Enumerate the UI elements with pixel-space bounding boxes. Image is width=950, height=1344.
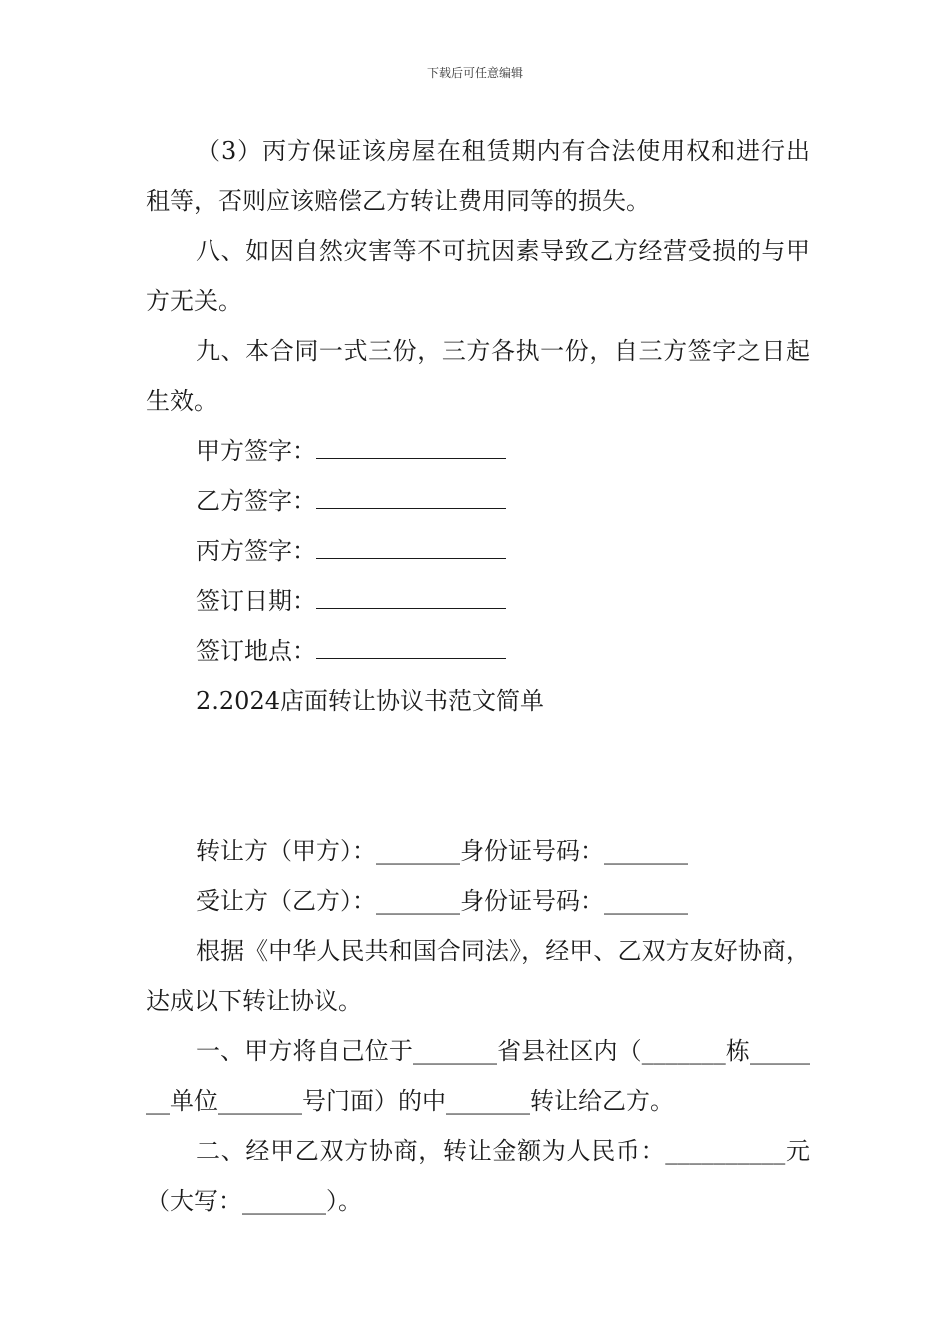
section-title: 2.2024店面转让协议书范文简单 bbox=[196, 687, 544, 715]
signature-blank[interactable] bbox=[316, 440, 506, 459]
signature-blank[interactable] bbox=[316, 490, 506, 509]
signature-line-place bbox=[146, 626, 810, 676]
signature-label: 签订日期： bbox=[196, 587, 316, 615]
clause-3-paragraph: （3）丙方保证该房屋在租赁期内有合法使用权和进行出租等，否则应该赔偿乙方转让费用同等的损失。 bbox=[146, 137, 810, 215]
clause-9-paragraph: 九、本合同一式三份，三方各执一份，自三方签字之日起生效。 bbox=[146, 337, 810, 415]
signature-line-date bbox=[146, 576, 810, 626]
signature-blank[interactable] bbox=[316, 540, 506, 559]
page-header: 下载后可任意编辑 bbox=[426, 66, 523, 80]
signature-label: 签订地点： bbox=[196, 637, 316, 665]
signature-label: 甲方签字： bbox=[196, 437, 316, 465]
signature-label: 丙方签字： bbox=[196, 537, 316, 565]
transferee-line: 受让方（乙方）：_______身份证号码：_______ bbox=[196, 887, 688, 915]
clause-2-paragraph: 二、经甲乙双方协商，转让金额为人民币：__________元（大写：_______）。 bbox=[146, 1137, 810, 1215]
transferor-line: 转让方（甲方）：_______身份证号码：_______ bbox=[196, 837, 688, 865]
signature-label: 乙方签字： bbox=[196, 487, 316, 515]
clause-1-paragraph: 一、甲方将自己位于_______省县社区内（_______栋_______单位_______号门面）的中_______转让给乙方。 bbox=[146, 1037, 810, 1115]
signature-line-party-c bbox=[146, 526, 810, 576]
intro-paragraph: 根据《中华人民共和国合同法》，经甲、乙双方友好协商，达成以下转让协议。 bbox=[146, 937, 810, 1015]
signature-blank[interactable] bbox=[316, 590, 506, 609]
section-spacer bbox=[146, 726, 810, 826]
signature-line-party-b bbox=[146, 476, 810, 526]
signature-line-party-a bbox=[146, 426, 810, 476]
signature-blank[interactable] bbox=[316, 640, 506, 659]
clause-8-paragraph: 八、如因自然灾害等不可抗因素导致乙方经营受损的与甲方无关。 bbox=[146, 237, 810, 315]
document-body bbox=[146, 126, 810, 1226]
